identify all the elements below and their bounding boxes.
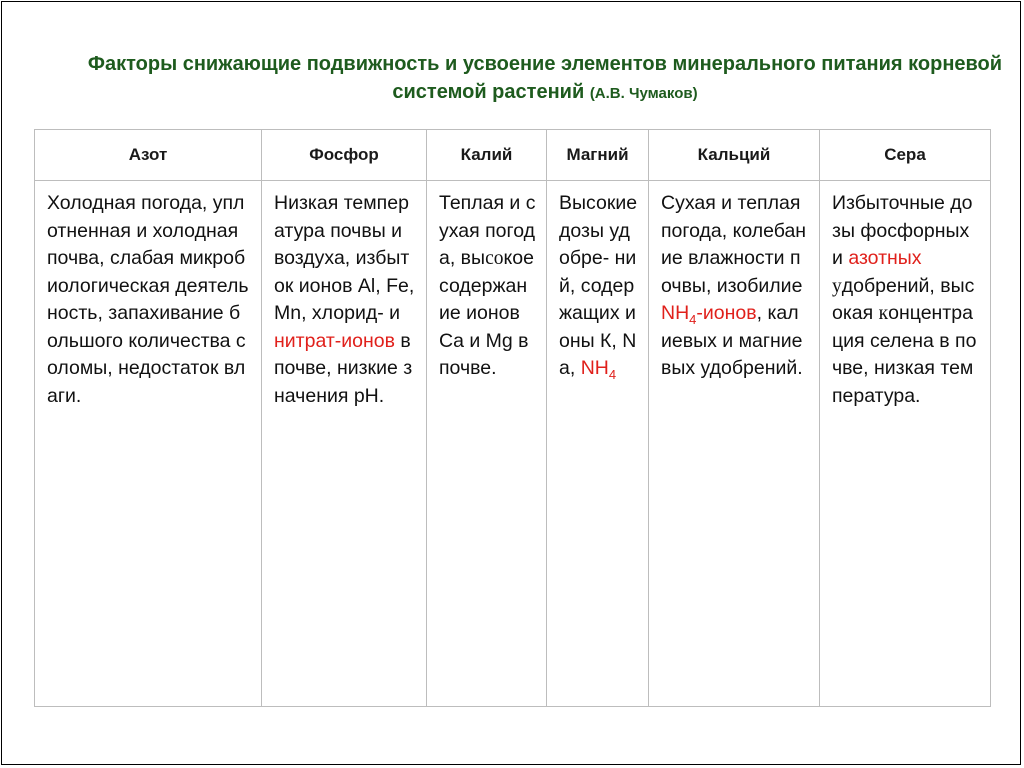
header-calcium: Кальций xyxy=(649,130,820,181)
title-main: Факторы снижающие подвижность и усвоение элементов минерального питания корневой системой растений xyxy=(87,53,1003,103)
phosphorus-text-after: в почве, низкие значения pH. xyxy=(274,329,413,407)
phosphorus-highlight: нитрат-ионов xyxy=(274,329,395,352)
cell-calcium xyxy=(649,181,820,707)
sulfur-text-after: онцентрация селена в почве, низкая температура. xyxy=(832,302,977,407)
header-magnesium: Магний xyxy=(547,130,649,181)
cell-nitrogen xyxy=(35,181,262,707)
sulfur-text-mid: добрений, высокая xyxy=(832,274,975,324)
calcium-nh: NH xyxy=(661,302,690,324)
nitrogen-text: Холодная погода, уплотненная и холодная почва, слабая микробиологическая деятельность, запахивание большого количества соломы, недостаток влаги. xyxy=(47,192,249,407)
header-sulfur: Сера xyxy=(820,130,991,181)
magnesium-nh: NH xyxy=(580,357,609,379)
sulfur-text-alt1: у xyxy=(832,275,842,297)
magnesium-highlight xyxy=(580,357,617,382)
header-phosphorus: Фосфор xyxy=(262,130,427,181)
slide-title xyxy=(80,50,1010,108)
sulfur-text-alt2: к xyxy=(878,303,889,324)
potassium-text-alt: со xyxy=(485,248,504,269)
calcium-text-after: , калиевых и магниевых удобрений. xyxy=(661,302,803,379)
calcium-highlight xyxy=(661,302,757,327)
table-row xyxy=(35,181,991,707)
title-author: (А.В. Чумаков) xyxy=(589,85,698,102)
potassium-text-before: Теплая и сухая погода, вы xyxy=(439,192,536,269)
sulfur-text-before: Избыточные дозы фосфорных и xyxy=(832,192,973,269)
potassium-text-after: кое содержание ионов Ca и Mg в почве. xyxy=(439,247,534,379)
header-potassium: Калий xyxy=(427,130,547,181)
factors-table xyxy=(34,129,991,707)
cell-sulfur xyxy=(820,181,991,707)
cell-potassium xyxy=(427,181,547,707)
sulfur-highlight: азотных xyxy=(848,247,922,269)
phosphorus-text-before: Низкая температура почвы и воздуха, избыток ионов Al, Fe, Mn, хлорид- и xyxy=(274,192,415,324)
cell-magnesium xyxy=(547,181,649,707)
magnesium-text-before: Высокие дозы удобре- ний, содержащих ионы К, Na, xyxy=(559,192,638,379)
cell-phosphorus xyxy=(262,181,427,707)
calcium-text-before: Сухая и теплая погода, колебание влажности почвы, изобилие xyxy=(661,192,807,297)
calcium-nh-suffix: -ионов xyxy=(696,302,757,324)
calcium-nh-sub: 4 xyxy=(689,311,697,327)
header-nitrogen: Азот xyxy=(35,130,262,181)
magnesium-nh-sub: 4 xyxy=(608,366,617,382)
table-header-row xyxy=(35,130,991,181)
